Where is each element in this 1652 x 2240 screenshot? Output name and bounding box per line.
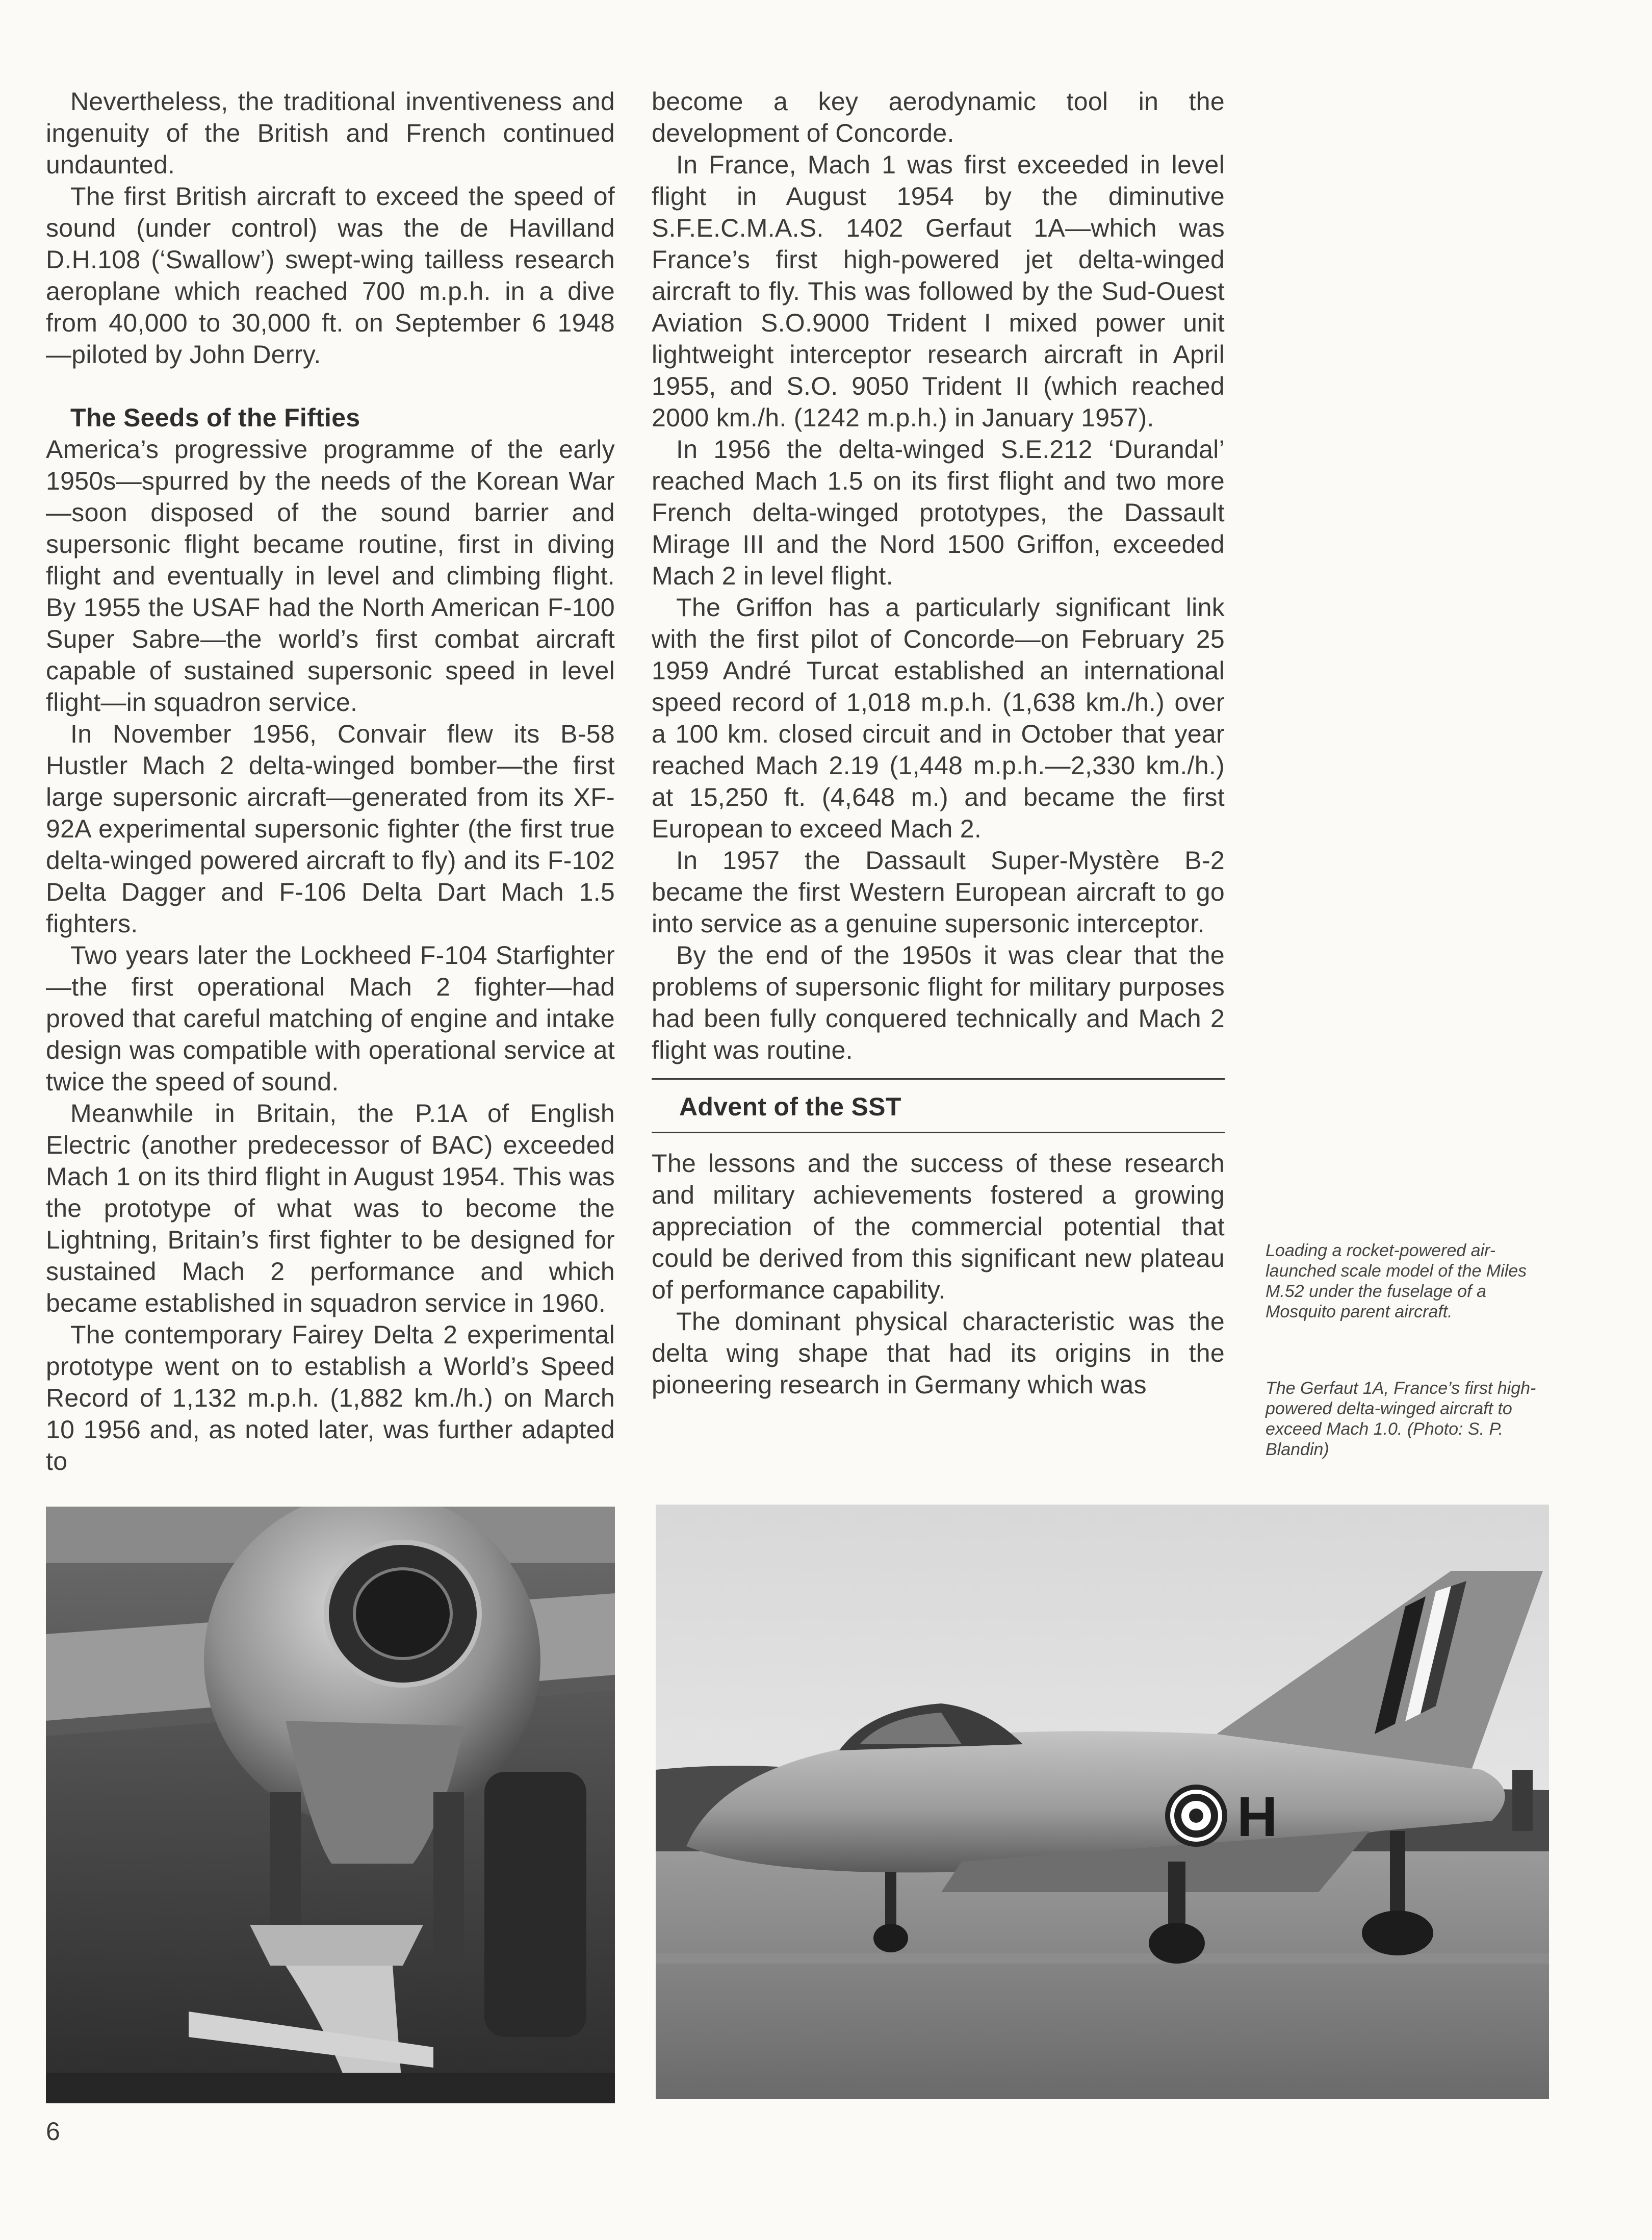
paragraph: The dominant physical characteristic was the delta wing shape that had its origins in the pioneering research in Germany which was — [652, 1307, 1225, 1399]
middle-text-column — [652, 86, 1225, 1401]
section-rule-top — [652, 1078, 1225, 1080]
paragraph: America’s progressive programme of the early 1950s—spurred by the needs of the Korean War—soon disposed of the sound barrier and supersonic flight became routine, first in diving flight and eventually in level and climbing flight. By 1955 the USAF had the North American F-100 Super Sabre—the world’s first combat aircraft capable of sustained supersonic speed in level flight—in squadron service. — [46, 435, 615, 717]
paragraph: In France, Mach 1 was first exceeded in level flight in August 1954 by the diminutive S.F.E.C.M.A.S. 1402 Gerfaut 1A—which was France’s first high-powered jet delta-winged aircraft to fly. This was followed by the Sud-Ouest Aviation S.O.9000 Trident I mixed power unit lightweight interceptor research aircraft in April 1955, and S.O. 9050 Trident II (which reached 2000 km./h. (1242 m.p.h.) in January 1957). — [652, 150, 1225, 432]
aircraft-marking: H — [1237, 1786, 1278, 1848]
paragraph: The Griffon has a particularly significant link with the first pilot of Concorde—on February 25 1959 André Turcat established an international speed record of 1,018 m.p.h. (1,638 km./h.) over a 100 km. closed circuit and in October that year reached Mach 2.19 (1,448 m.p.h.—2,330 km./h.) at 15,250 ft. (4,648 m.) and became the first European to exceed Mach 2. — [652, 593, 1225, 843]
page-number: 6 — [46, 2117, 60, 2146]
paragraph: In 1956 the delta-winged S.E.212 ‘Durandal’ reached Mach 1.5 on its first flight and two more French delta-winged prototypes, the Dassault Mirage III and the Nord 1500 Griffon, exceeded Mach 2 in level flight. — [652, 435, 1225, 590]
paragraph: The first British aircraft to exceed the speed of sound (under control) was the de Havilland D.H.108 (‘Swallow’) swept-wing tailless research aeroplane which reached 700 m.p.h. in a dive from 40,000 to 30,000 ft. on September 6 1948 —piloted by John Derry. — [46, 182, 615, 369]
section-rule-bottom — [652, 1132, 1225, 1133]
paragraph: The lessons and the success of these research and military achievements fostered a growing appreciation of the commercial potential that could be derived from this significant new plateau of performance capability. — [652, 1149, 1225, 1304]
photo-caption-gerfaut: The Gerfaut 1A, France’s first high-powered delta-winged aircraft to exceed Mach 1.0. (Photo: S. P. Blandin) — [1266, 1379, 1536, 1459]
paragraph: The contemporary Fairey Delta 2 experimental prototype went on to establish a World’s Speed Record of 1,132 m.p.h. (1,882 km./h.) on March 10 1956 and, as noted later, was further adapted to — [46, 1320, 615, 1475]
section-heading-seeds-of-the-fifties: The Seeds of the Fifties — [70, 403, 360, 432]
paragraph: Meanwhile in Britain, the P.1A of English Electric (another predecessor of BAC) exceeded Mach 1 on its third flight in August 1954. This was the prototype of what was to become the Lightning, Britain’s first fighter to be designed for sustained Mach 2 performance and which became established in squadron service in 1960. — [46, 1099, 615, 1317]
section-heading-advent-of-the-sst: Advent of the SST — [679, 1092, 901, 1121]
photo-mosquito-rocket-model — [46, 1507, 615, 2103]
paragraph: become a key aerodynamic tool in the development of Concorde. — [652, 87, 1225, 147]
photo-gerfaut-aircraft — [656, 1505, 1549, 2099]
left-text-column — [46, 86, 615, 1477]
paragraph: By the end of the 1950s it was clear that the problems of supersonic flight for military purposes had been fully conquered technically and Mach 2 flight was routine. — [652, 941, 1225, 1064]
paragraph: Nevertheless, the traditional inventiveness and ingenuity of the British and French continued undaunted. — [46, 87, 615, 179]
paragraph: In November 1956, Convair flew its B-58 Hustler Mach 2 delta-winged bomber—the first large supersonic aircraft—generated from its XF-92A experimental supersonic fighter (the first true delta-winged powered aircraft to fly) and its F-102 Delta Dagger and F-106 Delta Dart Mach 1.5 fighters. — [46, 720, 615, 938]
photo-caption-mosquito-loading: Loading a rocket-powered air-launched scale model of the Miles M.52 under the fuselage of a Mosquito parent aircraft. — [1266, 1241, 1527, 1321]
paragraph: In 1957 the Dassault Super-Mystère B-2 became the first Western European aircraft to go into service as a genuine supersonic interceptor. — [652, 846, 1225, 938]
paragraph: Two years later the Lockheed F-104 Starfighter —the first operational Mach 2 fighter—had proved that careful matching of engine and intake design was compatible with operational service at twice the speed of sound. — [46, 941, 615, 1096]
